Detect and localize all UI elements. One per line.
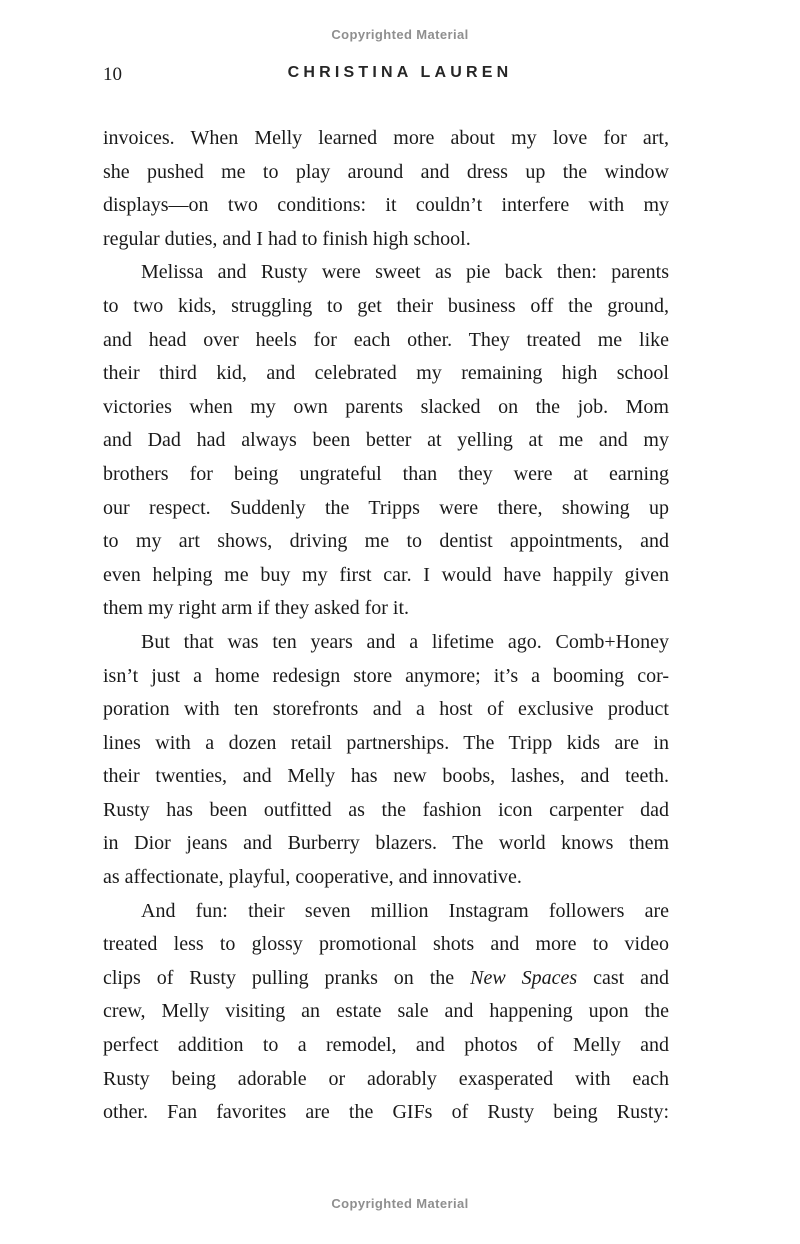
text-line: even helping me buy my first car. I would have happily given [103,563,669,586]
paragraph [103,895,669,1130]
text-line: their third kid, and celebrated my remaining high school [103,362,669,385]
text-line: displays—on two conditions: it couldn’t interfere with my [103,194,669,217]
page-number: 10 [103,64,122,85]
text-line: poration with ten storefronts and a host of exclusive product [103,698,669,721]
text-line: other. Fan favorites are the GIFs of Rusty being Rusty: [103,1101,669,1124]
text-line: our respect. Suddenly the Tripps were there, showing up [103,496,669,519]
text-line: and head over heels for each other. They treated me like [103,328,669,351]
text-line: and Dad had always been better at yelling at me and my [103,429,669,452]
text-line: she pushed me to play around and dress up the window [103,160,669,183]
text-line: And fun: their seven million Instagram followers are [141,899,669,922]
text-line: to two kids, struggling to get their business off the ground, [103,294,669,317]
text-line: treated less to glossy promotional shots and more to video [103,933,669,956]
page-body [103,122,669,1130]
paragraph [103,626,669,895]
text-line: regular duties, and I had to finish high school. [103,227,471,250]
text-line: isn’t just a home redesign store anymore; it’s a booming cor- [103,664,669,687]
text-line: Rusty has been outfitted as the fashion icon carpenter dad [103,798,669,821]
text-line: Melissa and Rusty were sweet as pie back then: parents [141,261,669,284]
text-line: perfect addition to a remodel, and photos of Melly and [103,1034,669,1057]
text-line: in Dior jeans and Burberry blazers. The world knows them [103,832,669,855]
text-line: Rusty being adorable or adorably exasperated with each [103,1067,669,1090]
text-line: crew, Melly visiting an estate sale and happening upon the [103,1000,669,1023]
text-line: them my right arm if they asked for it. [103,597,410,620]
italic-title: New Spaces [470,966,578,989]
paragraph [103,122,669,256]
running-header-author: CHRISTINA LAUREN [287,64,513,81]
text-line: clips of Rusty pulling pranks on the New Spaces cast and [103,966,669,989]
text-line: as affectionate, playful, cooperative, and innovative. [103,866,522,889]
text-line: their twenties, and Melly has new boobs, lashes, and teeth. [103,765,669,788]
text-line: But that was ten years and a lifetime ago. Comb+Honey [141,630,669,653]
text-line: lines with a dozen retail partnerships. The Tripp kids are in [103,731,669,754]
text-line: invoices. When Melly learned more about my love for art, [103,127,669,149]
text-line: to my art shows, driving me to dentist appointments, and [103,530,669,553]
text-line: brothers for being ungrateful than they were at earning [103,462,669,485]
paragraph [103,256,669,626]
copyright-notice-bottom: Copyrighted Material [331,1196,469,1211]
copyright-notice-top: Copyrighted Material [331,27,469,42]
text-line: victories when my own parents slacked on the job. Mom [103,395,669,418]
